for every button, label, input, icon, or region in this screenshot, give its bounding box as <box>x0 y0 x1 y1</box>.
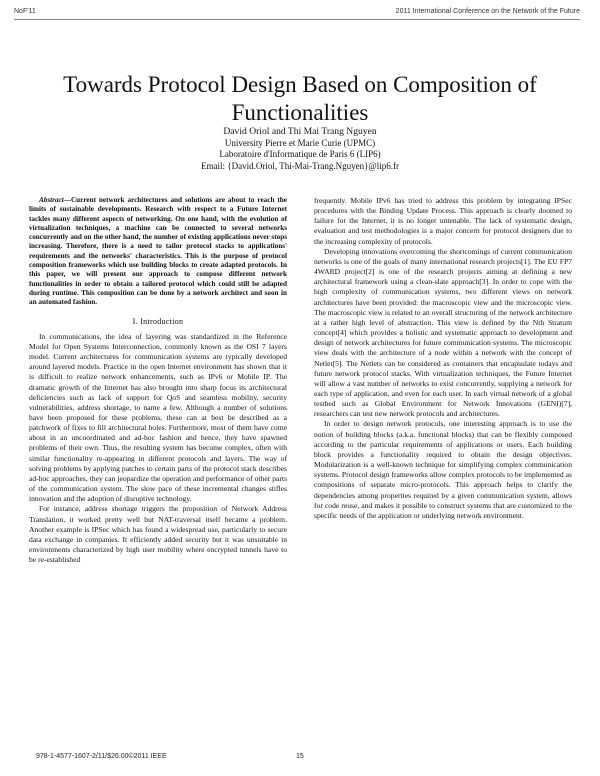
paper-title: Towards Protocol Design Based on Composition of Functionalities <box>63 72 537 126</box>
left-column <box>29 196 287 565</box>
author-names: David Oriol and Thi Mai Trang Nguyen <box>223 126 377 137</box>
paragraph: Developing innovations overcoming the shortcomings of current communication networks is one of the goals of many international research projects[1]. The EU FP7 4WARD project[2] is one of the research projects aiming at defining a new architectural framework using a clean-slate approach[3]. In order to cope with the high complexity of communication systems, two different views on network architectures have been provided: the macroscopic view and the microscopic view. The macroscopic view is related to an overall structuring of the network architecture at a rather high level of abstraction. This view is defined by the Nth Stratum concept[4] which provides a holistic and systematic approach to development and design of network architectures for future communication systems. The microscopic view deals with the architecture of a node within a network with the concept of Netlet[5]. The Netlets can be considered as containers that encapsulate todays and future network protocol stacks. With virtualization techniques, the Future Internet will allow a vast number of networks to exist concurrently, supplying a network for each type of application, and even for each user. In each virtual network of a global testbed such as Global Environment for Network Innovations (GENI)[7], researchers can test new network protocols and architectures. <box>314 246 572 419</box>
paragraph: For instance, address shortage triggers the proposition of Network Address Translation, it worked pretty well but NAT-traversal itself became a problem. Another example is IPSec which has found a widespread use, particularly to secure data exchange in companies. It efficiently added security but it was unsuitable in environments characterized by high user mobility where encrypted tunnels have to be re-established <box>29 504 287 565</box>
header-conference-short: NoF'11 <box>14 8 36 15</box>
page-number: 15 <box>296 753 304 760</box>
abstract-text: —Current network architectures and solutions are about to reach the limits of sustainable developments. Research with respect to a Future Internet tackles many different aspects of networking. On one hand, with the evolution of virtualization techniques, a machine can be connected to several networks concurrently and on the other hand, the number of existing applications never stops increasing. Therefore, there is a need to tailor protocol stacks to applications' requirements and the networks' characteristics. This is the purpose of protocol composition frameworks which use building blocks to create adapted protocols. In this paper, we will present our approach to compose different network functionalities in order to obtain a tailored protocol which could still be adapted during runtime. This composition can be done by a network architect and soon in an automated fashion. <box>29 196 287 307</box>
affiliation-lab: Laboratoire d'Informatique de Paris 6 (LIP6) <box>219 149 381 159</box>
paragraph: In order to design network protocols, one interesting approach is to use the notion of building blocks (a.k.a. functional blocks) that can be flexibly composed according to the particular requirements of applications or users. Each building block provides a functionality required to obtain the design objectives. Modularization is a well-known technique for simplifying complex communication systems. Protocol design frameworks allow complex protocols to be implemented as compositions of separate micro-protocols. This approach helps to clarify the dependencies among properties required by a given communication system, allows for code reuse, and makes it possible to construct systems that are customized to the specific needs of the application or underlying network environment. <box>314 419 572 520</box>
header-conference-full: 2011 International Conference on the Network of the Future <box>395 8 580 15</box>
paragraph: In communications, the idea of layering was standardized in the Reference Model for Open Systems Interconnection, commonly known as the OSI 7 layers model. Current architectures for communication systems are typically developed around layered models. Practice in the open Internet environment has shown that it is difficult to realize network enhancements, such as IPv6 or Mobile IP. The dramatic growth of the Internet has also brought into sharp focus its architectural deficiencies such as lack of support for QoS and seamless mobility, security vulnerabilities, address shortage, to name a few. Although a number of solutions have been proposed for these problems, these can at best be described as a patchwork of fixes to fill architectural holes. Furthermore, most of them have come about in an uncoordinated and ad-hoc fashion and hence, they have spawned problems of their own. Thus, the resulting system has become complex, often with similar functionality re-appearing in different protocols and layers. The way of solving problems by applying patches to certain parts of the protocol stack describes ad-hoc approaches, they can jeopardize the operation and performance of other parts of the communication system. The slow pace of these incremental changes stifles innovation and the adoption of disruptive technology. <box>29 331 287 504</box>
footer-isbn: 978-1-4577-1607-2/11/$26.00©2011 IEEE <box>36 753 167 760</box>
paragraph: frequently. Mobile IPv6 has tried to address this problem by integrating IPSec procedures with the Binding Update Process. This approach is clearly doomed to failure for the Internet, it is no longer untenable. The lack of systematic design, evaluation and test methodologies is a major concern for protocol designers due to the increasing complexity of protocols. <box>314 196 572 246</box>
abstract-label: Abstract <box>39 196 64 204</box>
affiliation-university: University Pierre et Marie Curie (UPMC) <box>224 137 376 148</box>
author-email: Email: {David.Oriol, Thi-Mai-Trang.Nguyen}@lip6.fr <box>201 160 399 171</box>
abstract <box>29 196 287 308</box>
section-heading-introduction: I. Introduction <box>132 316 184 326</box>
right-column <box>314 196 572 521</box>
author-block <box>0 126 600 172</box>
header-rule <box>14 19 580 20</box>
